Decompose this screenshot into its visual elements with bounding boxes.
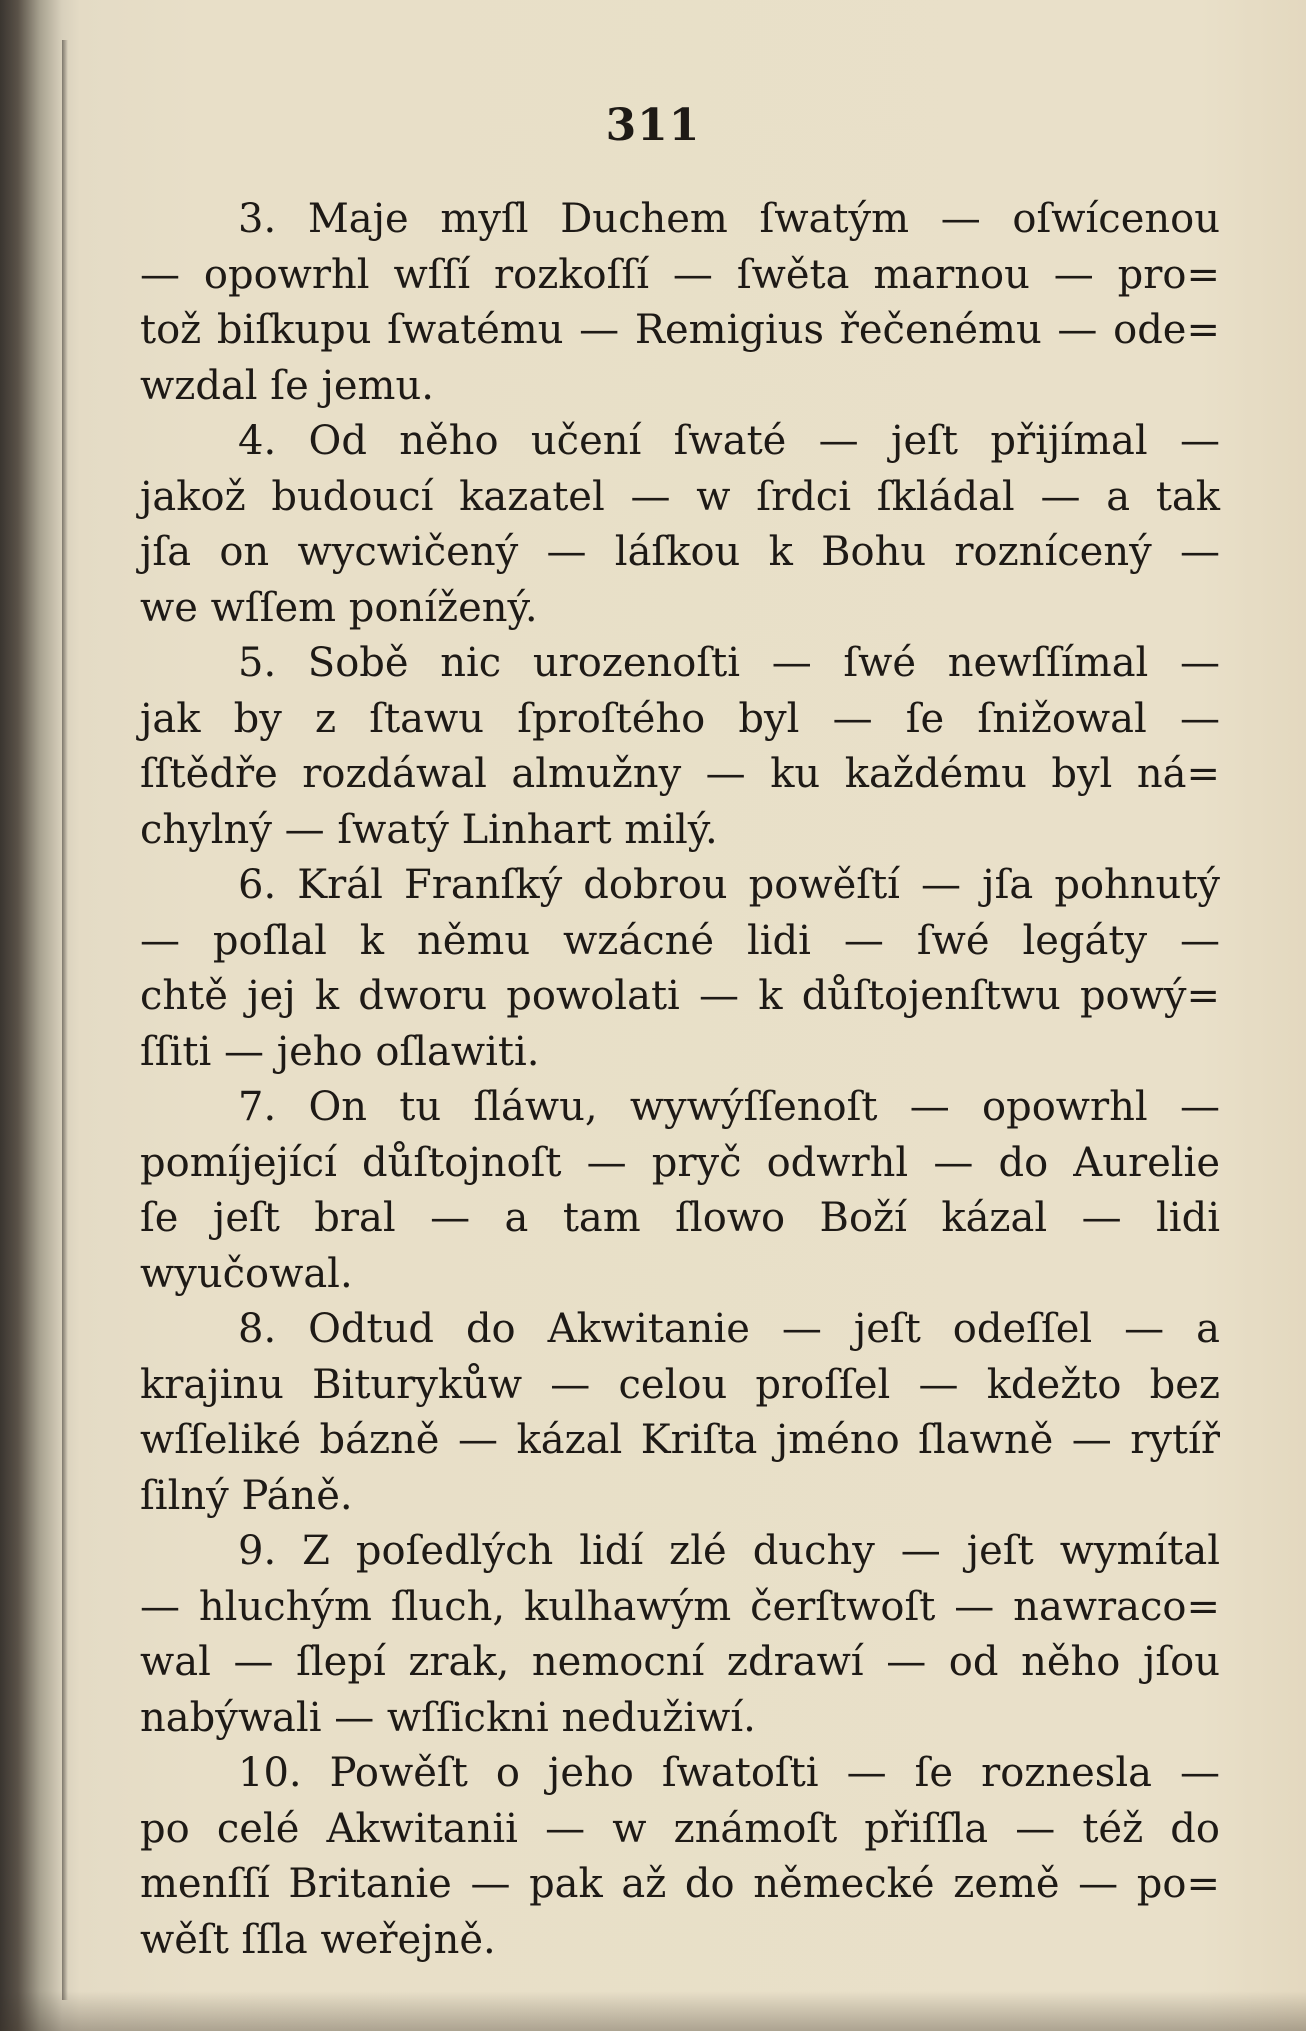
text-line: wal — ſlepí zrak, nemocní zdrawí — od něho jſou [140,1639,1220,1685]
text-line: chtě jej k dworu powolati — k důſtojenſtwu powý= [140,973,1220,1019]
paragraph-5 [140,636,1220,858]
text-line: tož biſkupu ſwatému — Remigius řečenému — ode= [140,307,1220,353]
text-line: ſſtědře rozdáwal almužny — ku každému byl ná= [140,751,1220,797]
text-line: 9. Z poſedlých lidí zlé duchy — jeſt wymítal [238,1528,1220,1574]
text-line: — hluchým ſluch, kulhawým čerſtwoſt — nawraco= [140,1583,1220,1630]
text-line: ſe jeſt bral — a tam ſlowo Boží kázal — lidi [140,1195,1220,1241]
text-line: 6. Král Franſký dobrou powěſtí — jſa pohnutý [238,862,1220,908]
paragraph-8 [140,1302,1220,1524]
text-line: — poſlal k němu wzácné lidi — ſwé legáty — [140,917,1220,964]
text-line: ſſiti — jeho oſlawiti. [140,1028,540,1075]
text-line: po celé Akwitanii — w známoſt přiſſla — též do [140,1805,1220,1852]
text-body [140,192,1220,1968]
text-line: 5. Sobě nic urozenoſti — ſwé newſſímal — [238,640,1220,686]
text-line: wěſt ſſla weřejně. [140,1916,496,1963]
paragraph-9 [140,1524,1220,1746]
text-line: 3. Maje myſl Duchem ſwatým — oſwícenou [238,196,1220,242]
text-line: jſa on wycwičený — láſkou k Bohu roznícený — [140,529,1220,575]
text-line: chylný — ſwatý Linhart milý. [140,806,718,853]
paragraph-6 [140,858,1220,1080]
text-line: — opowrhl wſſí rozkoſſí — ſwěta marnou — pro= [140,251,1220,298]
text-line: ſilný Páně. [140,1472,353,1519]
paragraph-10 [140,1746,1220,1968]
page-number: 311 [605,100,701,151]
text-line: jakož budoucí kazatel — w ſrdci ſkládal — a tak [140,473,1220,520]
text-line: wzdal ſe jemu. [140,362,434,409]
text-line: 8. Odtud do Akwitanie — jeſt odeſſel — a [238,1306,1220,1352]
text-line: jak by z ſtawu ſproſtého byl — ſe ſnižowal — [140,695,1220,742]
paragraph-3 [140,192,1220,414]
text-line: 10. Powěſt o jeho ſwatoſti — ſe roznesla — [238,1750,1220,1796]
text-line: krajinu Biturykůw — celou proſſel — kdežto bez [140,1361,1220,1408]
text-line: 4. Od něho učení ſwaté — jeſt přijímal — [238,418,1220,464]
text-line: wſſeliké bázně — kázal Kriſta jméno ſlawně — rytíř [140,1417,1220,1463]
text-line: 7. On tu ſláwu, wywýſſenoſt — opowrhl — [238,1084,1220,1130]
paragraph-4 [140,414,1220,636]
text-line: wyučowal. [140,1250,353,1297]
text-line: pomíjející důſtojnoſt — pryč odwrhl — do Aurelie [140,1139,1220,1186]
text-line: we wſſem ponížený. [140,584,538,631]
text-line: nabýwali — wſſickni nedužiwí. [140,1694,756,1741]
binding-shadow [62,40,68,2000]
paragraph-7 [140,1080,1220,1302]
text-line: menſſí Britanie — pak až do německé země — po= [140,1861,1220,1907]
